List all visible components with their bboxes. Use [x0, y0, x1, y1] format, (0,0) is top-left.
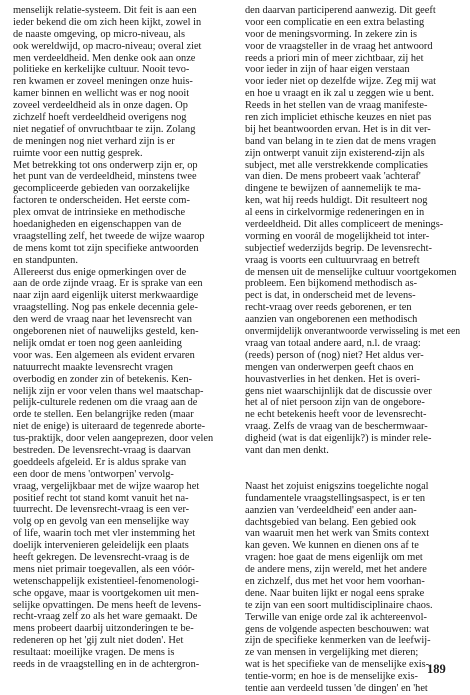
text-line: tentie aan verdeeld tussen 'de dingen' en 'het: [245, 682, 428, 694]
text-line: voor was. Een algemeen als evident ervaren: [13, 349, 195, 361]
text-line: dingene te bewijzen of aannemelijk te ma-: [245, 183, 421, 195]
text-line: van waaruit men het werk van Smits context: [245, 528, 430, 540]
left-column: [13, 5, 235, 671]
text-line: subjectief wederzijds begrip. De levensrecht-: [245, 242, 432, 254]
text-line: nelijk omdat er toen nog geen aanleiding: [13, 337, 182, 349]
text-line: redeneren op het 'gij zult niet doden'. Het: [13, 635, 184, 647]
text-line: en hoe u vraagt en ik zal u zeggen wie u bent.: [245, 88, 434, 100]
text-line: pelijk-culturele redenen om die vraag aan de: [13, 397, 198, 409]
text-line: plex omvat de intrinsieke en methodische: [13, 207, 186, 219]
text-line: recht-vraag zelf zo als het ware gemaakt. De: [13, 611, 198, 623]
text-line: sche opgave, maar is voortgekomen uit men-: [13, 587, 199, 599]
text-line: tuurrecht. De levensrecht-vraag is een ver-: [13, 504, 190, 516]
text-line: kamer binnen en wellicht was er nog nooit: [13, 88, 190, 100]
text-line: vraag, vergelijkbaar met de wijze waarop het: [13, 480, 200, 492]
text-line: Allereerst dus enige opmerkingen over de: [13, 266, 187, 278]
text-line: de meningen nog niet verhard zijn is er: [13, 135, 175, 147]
text-line: doelijk intervenieren geleidelijk een plaats: [13, 540, 189, 552]
text-line: vraag is voorts een cultuurvraag en betreft: [245, 254, 420, 266]
text-line: het punt van de verdeeldheid, minstens twee: [13, 171, 197, 183]
text-line: Naast het zojuist enigszins toegelichte nogal: [245, 480, 429, 492]
text-line: nelijk zijn er voor velen thans wel maatschap-: [13, 385, 204, 397]
text-line: bestreden. De levensrecht-vraag is daarvan: [13, 444, 191, 456]
text-line: band van belang in te zien dat de mens vragen: [245, 135, 437, 147]
text-line: vraag. Zelfs de vraag van de beschermwaar-: [245, 421, 428, 433]
text-line: (reeds) person of (nog) niet? Het aldus ver-: [245, 349, 424, 361]
text-line: bij het beantwoorden ervan. Het is in dit ver-: [245, 123, 431, 135]
page-number: 189: [427, 662, 446, 676]
text-line: zoveel verdeeldheid als in onze dagen. Op: [13, 100, 188, 112]
text-line: hoedanigheden en eigenschappen van de: [13, 219, 182, 231]
text-line: of life, waarin toch met vler instemming het: [13, 528, 196, 540]
text-line: zijn de specifieke kenmerken van de leefwij-: [245, 635, 431, 647]
text-line: te zijn van een soort multidisciplinaire chaos.: [245, 599, 433, 611]
text-line: onvermijdelijk onverantwoorde verwisseling is met een: [245, 326, 461, 338]
text-line: ongeborenen niet of nauwelijks gesteld, ken-: [13, 326, 199, 338]
text-line: mengen van onderwerpen geeft chaos en: [245, 361, 414, 373]
text-line: ken, wat hij reeds huldigt. Dit resulteert nog: [245, 195, 428, 207]
text-line: ieder bekend die om zich heen kijkt, zowel in: [13, 16, 202, 28]
text-line: wat is het specifieke van de menselijke exis-: [245, 659, 430, 671]
text-line: politieke en kerkelijke cultuur. Nooit tevo-: [13, 64, 190, 76]
right-column: [245, 5, 460, 695]
text-line: mens niet primair toegevallen, als een vóór-: [13, 563, 195, 575]
text-line: ren kwamen er zoveel meningen onze huis-: [13, 76, 193, 88]
text-line: Reeds in het stellen van de vraag manifeste-: [245, 100, 428, 112]
text-line: de mensen uit de menselijke cultuur voortgekomen: [245, 266, 457, 278]
text-line: en zichzelf, dus met het voor hem voorhan-: [245, 575, 425, 587]
text-line: de mens komt tot zijn specifieke antwoorden: [13, 242, 199, 254]
text-line: vorming en voorál de mogelijkheid tot inter-: [245, 230, 430, 242]
text-line: voor ieder niet op dezelfde wijze. Zeg mij wat: [245, 76, 436, 88]
text-line: probleem. Een bijkomend methodisch as-: [245, 278, 418, 290]
text-line: zijn ontwerpt vanuit zijn existerend-zijn als: [245, 147, 425, 159]
text-line: fundamentele vraagstellingsaspect, is er ten: [245, 492, 426, 504]
text-line: vraagstelling zelf, het tweede de wijze waarop: [13, 230, 205, 242]
text-line: voor de meningsvorming. In zekere zin is: [245, 28, 418, 40]
text-line: het al of niet persoon zijn van de ongebore-: [245, 397, 425, 409]
text-line: voor een complicatie en een extra belasting: [245, 16, 425, 28]
text-line: voor ieder in zijn of haar eigen verstaan: [245, 64, 410, 76]
text-line: houvastverlies in het denken. Het is overi-: [245, 373, 420, 385]
text-line: kan geven. We kunnen en dienen ons af te: [245, 540, 419, 552]
text-line: resultaat: moeilijke vragen. De mens is: [13, 647, 175, 659]
text-line: dene. Naar buiten lijkt er nogal eens sprake: [245, 587, 425, 599]
text-line: vant dan men denkt.: [245, 444, 329, 456]
text-line: ze van mensen in vergelijking met dieren;: [245, 647, 419, 659]
text-line: ne echt betekenis heeft voor de levensrecht-: [245, 409, 427, 421]
text-line: voor de vraagsteller in de vraag het antwoord: [245, 40, 433, 52]
text-line: selijke opvattingen. De mens heeft de levens-: [13, 599, 202, 611]
text-line: Terwille van enige orde zal ik achtereenvol-: [245, 611, 427, 623]
text-line: digheid (wat is dat eigenlijk?) is minder rele-: [245, 433, 432, 445]
text-line: tus-praktijk, door velen aangeprezen, door velen: [13, 433, 214, 445]
text-line: de andere mens, zijn wereld, met het andere: [245, 564, 427, 576]
text-line: factoren te onderscheiden. Het eerste com-: [13, 195, 190, 207]
text-line: mens probeert daarbij uitzonderingen te be-: [13, 623, 194, 635]
text-line: overbodig en zonder zin of betekenis. Ken-: [13, 373, 192, 385]
text-line: orde te stellen. Een belangrijke reden (maar: [13, 409, 194, 421]
text-line: gens de volgende aspecten beschouwen: wat: [245, 623, 430, 635]
text-line: vragen: hoe gaat de mens eigenlijk om met: [245, 552, 423, 564]
text-line: aanzien van 'verdeeldheid' een ander aan-: [245, 504, 417, 516]
text-line: al eens in cirkelvormige redeneringen en in: [245, 207, 425, 219]
text-line: vraag van totaal andere aard, n.l. de vraag:: [245, 337, 421, 349]
text-line: aanzien van ongeborenen een methodisch: [245, 314, 418, 326]
text-line: reeds a priori min of meer zichtbaar, zij het: [245, 52, 424, 64]
text-line: den werd de vraag naar het levensrecht van: [13, 314, 192, 326]
text-line: natuurrecht maakte levensrecht vragen: [13, 361, 173, 373]
text-line: van dien. De mens probeert vaak 'achteraf': [245, 171, 421, 183]
text-line: Met betrekking tot ons onderwerp zijn er, op: [13, 159, 198, 171]
text-line: dachtsgebied van belang. Een gebied ook: [245, 516, 417, 528]
text-line: men verdeeldheid. Men denke ook aan onze: [13, 52, 196, 64]
text-line: een door de mens 'ontworpen' vervolg-: [13, 468, 174, 480]
text-line: reeds in de vraagstelling en in de achtergron-: [13, 658, 200, 670]
text-line: goeddeels afgeleid. Er is aldus sprake van: [13, 456, 187, 468]
text-line: naar zijn aard eigenlijk uiterst merkwaardige: [13, 290, 199, 302]
text-line: wetenschappelijk existentieel-fenomenologi-: [13, 575, 199, 587]
section-gap: [245, 457, 460, 481]
text-line: subject, met alle verstrekkende complicaties: [245, 159, 428, 171]
text-line: gens niet waarschijnlijk dat de discussie over: [245, 385, 432, 397]
text-line: ren zich impliciet ethische keuzes en niet pas: [245, 112, 432, 124]
text-line: den daarvan participerend aanwezig. Dit geeft: [245, 5, 436, 16]
text-line: pect is dat, in onderscheid met de levens-: [245, 290, 416, 302]
right-column-top-section: [245, 5, 460, 457]
text-line: aan de orde zijnde vraag. Er is sprake van een: [13, 278, 203, 290]
text-line: zichzelf hoeft verdeeldheid overigens nog: [13, 112, 187, 124]
text-line: positief recht tot stand komt vanuit het na-: [13, 492, 189, 504]
text-line: heeft gekregen. De levensrecht-vraag is de: [13, 551, 190, 563]
text-line: gecompliceerde gebieden van oorzakelijke: [13, 183, 190, 195]
text-line: volg op en gevolg van een menselijke way: [13, 516, 190, 528]
text-line: verdeeldheid. Dit alles compliceert de menings-: [245, 219, 444, 231]
text-line: vraagstelling. Nog pas enkele decennia gele-: [13, 302, 198, 314]
text-line: recht-vraag over reeds geborenen, er ten: [245, 302, 412, 314]
text-line: tentie-vorm; en hoe is de menselijke exis-: [245, 671, 418, 683]
text-line: en standpunten.: [13, 254, 78, 266]
text-line: niet negatief of onvruchtbaar te zijn. Zolang: [13, 123, 196, 135]
text-line: ook wereldwijd, op macro-niveau; overal ziet: [13, 40, 202, 52]
text-line: ruimte voor een nuttig gesprek.: [13, 147, 143, 159]
text-line: menselijk relatie-systeem. Dit feit is aan een: [13, 5, 197, 16]
text-line: niet de enige) is uiteraard de tegenrede aborte-: [13, 421, 206, 433]
text-line: de naaste omgeving, op micro-niveau, als: [13, 28, 186, 40]
